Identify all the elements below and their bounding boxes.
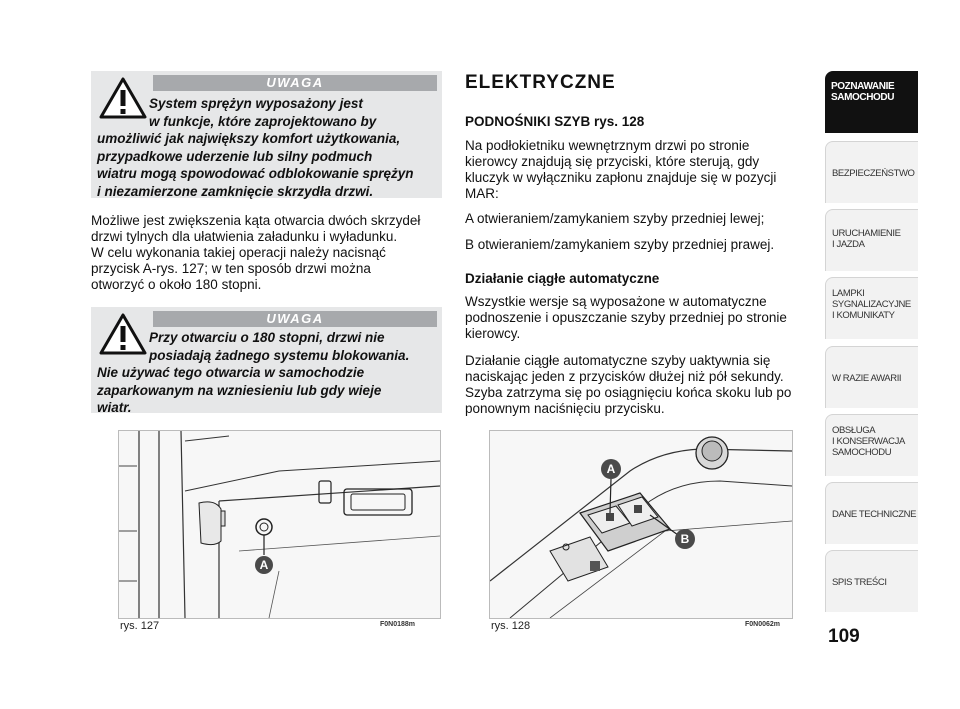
tab-w-razie-awarii[interactable]: W RAZIE AWARII (825, 346, 918, 408)
warning-text: Przy otwarciu o 180 stopni, drzwi nie posiadają żadnego systemu blokowania. Nie używać tego otwarcia w samochodzie zaparkowanym na wzniesieniu lub gdy wieje wiatr. (97, 330, 410, 415)
section-subtitle: PODNOŚNIKI SZYB rys. 128 (465, 114, 645, 129)
tab-lampki-sygnalizacyjne[interactable]: LAMPKI SYGNALIZACYJNE I KOMUNIKATY (825, 277, 918, 339)
door-illustration (119, 431, 440, 618)
warning-header: UWAGA (153, 311, 437, 327)
page-number: 109 (828, 626, 860, 647)
window-switch-illustration (490, 431, 792, 618)
figure-caption: rys. 127 (120, 620, 160, 632)
section-title: ELEKTRYCZNE (465, 72, 616, 93)
callout-label-b: B (680, 532, 690, 546)
tab-spis-tresci[interactable]: SPIS TREŚCI (825, 550, 918, 612)
tab-poznawanie-samochodu[interactable]: POZNAWANIE SAMOCHODU (825, 71, 918, 133)
paragraph-3: Działanie ciągłe automatyczne szyby uaktywnia się naciskając jeden z przycisków dłużej niż pół sekundy. Szyba zatrzyma się po osiągnięciu końca skoku lub po ponownym naciśnięciu przycisku. (465, 353, 792, 416)
subsection-heading: Działanie ciągłe automatyczne (465, 271, 660, 286)
warning-header: UWAGA (153, 75, 437, 91)
tab-bezpieczenstwo[interactable]: BEZPIECZEŃSTWO (825, 141, 918, 203)
callout-label-a: A (259, 558, 269, 572)
tab-uruchamienie-i-jazda[interactable]: URUCHAMIENIE I JAZDA (825, 209, 918, 271)
warning-box-2 (91, 307, 442, 413)
figure-127 (118, 430, 441, 619)
callout-label-a: A (606, 462, 616, 476)
tab-dane-techniczne[interactable]: DANE TECHNICZNE (825, 482, 918, 544)
list-item-b: B otwieraniem/zamykaniem szyby przedniej prawej. (465, 237, 775, 252)
figure-128 (489, 430, 793, 619)
warning-box-1 (91, 71, 442, 198)
figure-code: F0N0188m (380, 621, 416, 628)
figure-code: F0N0062m (745, 621, 781, 628)
intro-paragraph: Na podłokietniku wewnętrznym drzwi po stronie kierowcy znajdują się przyciski, które sterują, gdy kluczyk w wyłączniku zapłonu znajduje się w pozycji MAR: (465, 138, 777, 201)
warning-text: System sprężyn wyposażony jest w funkcje, które zaprojektowano by umożliwić jak największy komfort użytkowania, przypadkowe uderzenie lub silny podmuch wiatru mogą spowodować odblokowanie sprężyn i niezamierzone zamknięcie skrzydła drzwi. (97, 96, 414, 199)
paragraph-2: Wszystkie wersje są wyposażone w automatyczne podnoszenie i opuszczanie szyby przedniej po stronie kierowcy. (465, 294, 787, 341)
body-paragraph: Możliwe jest zwiększenia kąta otwarcia dwóch skrzydeł drzwi tylnych dla ułatwienia załadunku i wyładunku. W celu wykonania takiej operacji należy nacisnąć przycisk A-rys. 127; w ten sposób drzwi można otworzyć o około 180 stopni. (91, 213, 421, 292)
list-item-a: A otwieraniem/zamykaniem szyby przedniej lewej; (465, 211, 765, 226)
tab-obsluga-i-konserwacja[interactable]: OBSŁUGA I KONSERWACJA SAMOCHODU (825, 414, 918, 476)
figure-caption: rys. 128 (491, 620, 531, 632)
